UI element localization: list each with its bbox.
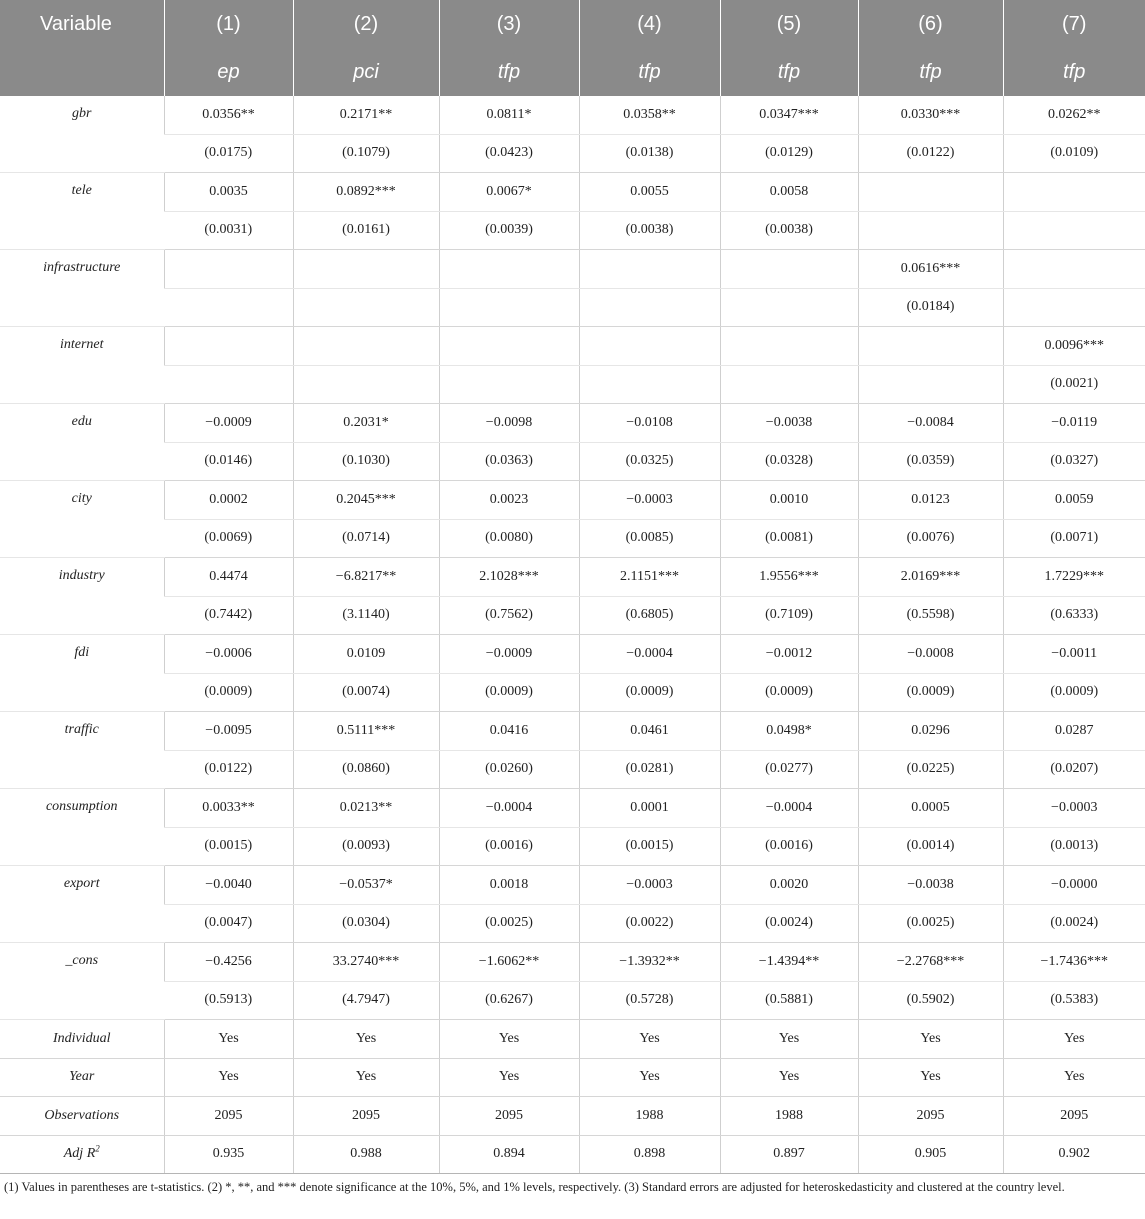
coefficient-row xyxy=(0,327,1145,366)
standard-error-row xyxy=(0,519,1145,558)
header-row-dependent xyxy=(0,48,1145,96)
superscript: 2 xyxy=(95,1143,100,1154)
coefficient-cell: 0.0033** xyxy=(164,789,293,828)
standard-error-cell: (0.7442) xyxy=(164,596,293,635)
standard-error-cell: (0.0009) xyxy=(439,673,579,712)
footer-value-cell: 0.902 xyxy=(1003,1135,1145,1174)
standard-error-cell: (0.0109) xyxy=(1003,134,1145,173)
variable-name: tele xyxy=(0,173,164,250)
standard-error-cell: (0.0423) xyxy=(439,134,579,173)
coefficient-cell: 2.0169*** xyxy=(858,558,1003,597)
variable-name: traffic xyxy=(0,712,164,789)
footer-value-cell: 2095 xyxy=(439,1097,579,1136)
coefficient-cell: −0.0003 xyxy=(1003,789,1145,828)
coefficient-cell: −0.0012 xyxy=(720,635,858,674)
coefficient-cell: −0.0038 xyxy=(858,866,1003,905)
coefficient-cell: −0.0119 xyxy=(1003,404,1145,443)
coefficient-cell xyxy=(439,250,579,289)
footer-value-cell: Yes xyxy=(858,1020,1003,1059)
standard-error-cell xyxy=(439,365,579,404)
variable-name: export xyxy=(0,866,164,943)
standard-error-cell: (0.5881) xyxy=(720,981,858,1020)
standard-error-row xyxy=(0,904,1145,943)
coefficient-cell xyxy=(439,327,579,366)
standard-error-cell: (0.0129) xyxy=(720,134,858,173)
footer-value-cell: Yes xyxy=(1003,1058,1145,1097)
standard-error-cell: (0.0074) xyxy=(293,673,439,712)
coefficient-cell: 0.0058 xyxy=(720,173,858,212)
standard-error-cell xyxy=(1003,211,1145,250)
coefficient-cell xyxy=(720,327,858,366)
footer-label-text: Adj R xyxy=(63,1146,96,1162)
variable-name: _cons xyxy=(0,943,164,1020)
standard-error-cell: (0.1079) xyxy=(293,134,439,173)
variable-header: Variable xyxy=(0,0,164,48)
coefficient-cell: 0.0059 xyxy=(1003,481,1145,520)
coefficient-cell xyxy=(164,250,293,289)
coefficient-cell: 0.0616*** xyxy=(858,250,1003,289)
standard-error-row xyxy=(0,365,1145,404)
standard-error-cell: (0.0122) xyxy=(858,134,1003,173)
coefficient-cell: 33.2740*** xyxy=(293,943,439,982)
standard-error-cell: (0.0138) xyxy=(579,134,720,173)
standard-error-row xyxy=(0,981,1145,1020)
standard-error-cell: (0.0260) xyxy=(439,750,579,789)
coefficient-cell: 2.1151*** xyxy=(579,558,720,597)
coefficient-cell: 0.0096*** xyxy=(1003,327,1145,366)
coefficient-cell xyxy=(720,250,858,289)
standard-error-cell: (0.0016) xyxy=(720,827,858,866)
footer-value-cell: 2095 xyxy=(1003,1097,1145,1136)
footer-row xyxy=(0,1097,1145,1136)
standard-error-cell: (0.0085) xyxy=(579,519,720,558)
coefficient-row xyxy=(0,789,1145,828)
coefficient-cell xyxy=(858,173,1003,212)
coefficient-cell: 0.2045*** xyxy=(293,481,439,520)
standard-error-cell: (0.0069) xyxy=(164,519,293,558)
footer-value-cell: Yes xyxy=(439,1058,579,1097)
standard-error-cell: (0.0325) xyxy=(579,442,720,481)
coefficient-cell xyxy=(1003,250,1145,289)
standard-error-cell xyxy=(164,365,293,404)
coefficient-cell: −1.7436*** xyxy=(1003,943,1145,982)
coefficient-cell: −0.0011 xyxy=(1003,635,1145,674)
standard-error-cell: (0.0024) xyxy=(1003,904,1145,943)
footer-value-cell: 0.897 xyxy=(720,1135,858,1174)
coefficient-cell: 0.0023 xyxy=(439,481,579,520)
standard-error-cell: (3.1140) xyxy=(293,596,439,635)
footer-value-cell: Yes xyxy=(293,1020,439,1059)
footer-value-cell: 2095 xyxy=(164,1097,293,1136)
header-blank xyxy=(0,48,164,96)
coefficient-cell: 0.0002 xyxy=(164,481,293,520)
standard-error-cell xyxy=(293,365,439,404)
coefficient-cell: 0.0347*** xyxy=(720,96,858,134)
standard-error-cell: (0.0076) xyxy=(858,519,1003,558)
standard-error-cell xyxy=(579,365,720,404)
standard-error-cell xyxy=(439,288,579,327)
standard-error-cell xyxy=(1003,288,1145,327)
coefficient-cell: 0.0416 xyxy=(439,712,579,751)
coefficient-cell xyxy=(1003,173,1145,212)
standard-error-cell: (0.0860) xyxy=(293,750,439,789)
coefficient-cell: 0.0018 xyxy=(439,866,579,905)
standard-error-cell: (4.7947) xyxy=(293,981,439,1020)
coefficient-cell: 0.0262** xyxy=(1003,96,1145,134)
coefficient-cell: 0.0005 xyxy=(858,789,1003,828)
coefficient-cell: 0.0330*** xyxy=(858,96,1003,134)
standard-error-cell xyxy=(164,288,293,327)
standard-error-cell: (0.1030) xyxy=(293,442,439,481)
dependent-var-2: pci xyxy=(293,48,439,96)
standard-error-row xyxy=(0,673,1145,712)
footer-value-cell: Yes xyxy=(164,1020,293,1059)
standard-error-row xyxy=(0,750,1145,789)
footer-row xyxy=(0,1135,1145,1174)
standard-error-cell: (0.5728) xyxy=(579,981,720,1020)
coefficient-cell: −0.0000 xyxy=(1003,866,1145,905)
standard-error-cell: (0.0009) xyxy=(579,673,720,712)
standard-error-cell: (0.0328) xyxy=(720,442,858,481)
column-header-3: (3) xyxy=(439,0,579,48)
column-header-1: (1) xyxy=(164,0,293,48)
coefficient-row xyxy=(0,173,1145,212)
coefficient-cell: 0.5111*** xyxy=(293,712,439,751)
dependent-var-6: tfp xyxy=(858,48,1003,96)
footer-value-cell: Yes xyxy=(579,1020,720,1059)
standard-error-cell: (0.0714) xyxy=(293,519,439,558)
standard-error-cell: (0.0025) xyxy=(858,904,1003,943)
standard-error-cell: (0.5598) xyxy=(858,596,1003,635)
footer-row-label xyxy=(0,1097,164,1136)
coefficient-cell: 0.4474 xyxy=(164,558,293,597)
standard-error-cell: (0.0304) xyxy=(293,904,439,943)
variable-name: internet xyxy=(0,327,164,404)
coefficient-cell: 1.9556*** xyxy=(720,558,858,597)
standard-error-row xyxy=(0,211,1145,250)
standard-error-cell: (0.0038) xyxy=(579,211,720,250)
coefficient-cell: 0.0358** xyxy=(579,96,720,134)
coefficient-cell: 0.0461 xyxy=(579,712,720,751)
standard-error-cell: (0.0013) xyxy=(1003,827,1145,866)
standard-error-cell: (0.0014) xyxy=(858,827,1003,866)
standard-error-cell: (0.0359) xyxy=(858,442,1003,481)
coefficient-cell: −0.0095 xyxy=(164,712,293,751)
table-notes: (1) Values in parentheses are t-statistics. (2) *, **, and *** denote significance at the 10%, 5%, and 1% levels, respectively. (3) Standard errors are adjusted for heteroskedasticity and clustered at the country level. xyxy=(4,1180,1065,1194)
standard-error-cell: (0.0093) xyxy=(293,827,439,866)
standard-error-cell: (0.6267) xyxy=(439,981,579,1020)
footer-label-text: Individual xyxy=(52,1030,111,1046)
footer-row xyxy=(0,1020,1145,1059)
footer-value-cell: 0.898 xyxy=(579,1135,720,1174)
standard-error-cell: (0.0009) xyxy=(720,673,858,712)
standard-error-cell: (0.0039) xyxy=(439,211,579,250)
coefficient-cell: 2.1028*** xyxy=(439,558,579,597)
standard-error-cell: (0.0363) xyxy=(439,442,579,481)
coefficient-row xyxy=(0,712,1145,751)
footer-value-cell: 0.905 xyxy=(858,1135,1003,1174)
variable-name: city xyxy=(0,481,164,558)
coefficient-row xyxy=(0,481,1145,520)
coefficient-cell xyxy=(858,327,1003,366)
coefficient-cell: −0.0108 xyxy=(579,404,720,443)
standard-error-cell xyxy=(858,211,1003,250)
standard-error-cell xyxy=(579,288,720,327)
standard-error-cell: (0.0146) xyxy=(164,442,293,481)
coefficient-cell: 0.0055 xyxy=(579,173,720,212)
standard-error-cell: (0.5383) xyxy=(1003,981,1145,1020)
column-header-5: (5) xyxy=(720,0,858,48)
standard-error-cell: (0.0277) xyxy=(720,750,858,789)
coefficient-row xyxy=(0,250,1145,289)
dependent-var-5: tfp xyxy=(720,48,858,96)
standard-error-row xyxy=(0,596,1145,635)
footer-row-label xyxy=(0,1058,164,1097)
dependent-var-7: tfp xyxy=(1003,48,1145,96)
coefficient-cell: −0.0038 xyxy=(720,404,858,443)
coefficient-cell: −0.0009 xyxy=(164,404,293,443)
coefficient-cell: −0.0004 xyxy=(579,635,720,674)
standard-error-row xyxy=(0,827,1145,866)
standard-error-cell: (0.5913) xyxy=(164,981,293,1020)
footer-row-label xyxy=(0,1135,164,1174)
standard-error-cell: (0.0225) xyxy=(858,750,1003,789)
standard-error-cell: (0.0025) xyxy=(439,904,579,943)
coefficient-cell: −2.2768*** xyxy=(858,943,1003,982)
footer-value-cell: Yes xyxy=(858,1058,1003,1097)
column-header-6: (6) xyxy=(858,0,1003,48)
footer-value-cell: Yes xyxy=(164,1058,293,1097)
footer-value-cell: Yes xyxy=(720,1020,858,1059)
variable-name: infrastructure xyxy=(0,250,164,327)
coefficient-cell: 0.0123 xyxy=(858,481,1003,520)
coefficient-row xyxy=(0,943,1145,982)
standard-error-row xyxy=(0,134,1145,173)
coefficient-row xyxy=(0,96,1145,134)
coefficient-cell: 0.0296 xyxy=(858,712,1003,751)
standard-error-cell: (0.0047) xyxy=(164,904,293,943)
standard-error-cell: (0.0024) xyxy=(720,904,858,943)
standard-error-cell: (0.6333) xyxy=(1003,596,1145,635)
standard-error-cell: (0.0016) xyxy=(439,827,579,866)
standard-error-cell: (0.7109) xyxy=(720,596,858,635)
column-header-7: (7) xyxy=(1003,0,1145,48)
coefficient-row xyxy=(0,866,1145,905)
standard-error-cell: (0.0081) xyxy=(720,519,858,558)
column-header-4: (4) xyxy=(579,0,720,48)
footer-value-cell: 0.988 xyxy=(293,1135,439,1174)
variable-name: edu xyxy=(0,404,164,481)
standard-error-cell: (0.0015) xyxy=(579,827,720,866)
standard-error-cell: (0.0071) xyxy=(1003,519,1145,558)
coefficient-cell: 0.0287 xyxy=(1003,712,1145,751)
coefficient-row xyxy=(0,635,1145,674)
standard-error-cell: (0.0327) xyxy=(1003,442,1145,481)
standard-error-cell: (0.0281) xyxy=(579,750,720,789)
standard-error-row xyxy=(0,288,1145,327)
coefficient-cell: −0.0008 xyxy=(858,635,1003,674)
table-body xyxy=(0,96,1145,1174)
header-row-columns xyxy=(0,0,1145,48)
coefficient-cell: −0.0537* xyxy=(293,866,439,905)
footer-value-cell: 1988 xyxy=(720,1097,858,1136)
coefficient-cell: −0.0003 xyxy=(579,866,720,905)
coefficient-cell xyxy=(293,250,439,289)
standard-error-cell: (0.0031) xyxy=(164,211,293,250)
coefficient-cell xyxy=(579,327,720,366)
dependent-var-4: tfp xyxy=(579,48,720,96)
coefficient-cell: −0.0003 xyxy=(579,481,720,520)
standard-error-cell: (0.0009) xyxy=(164,673,293,712)
coefficient-row xyxy=(0,404,1145,443)
coefficient-cell: −0.0004 xyxy=(720,789,858,828)
coefficient-cell: 0.0067* xyxy=(439,173,579,212)
coefficient-cell: −6.8217** xyxy=(293,558,439,597)
footer-value-cell: 1988 xyxy=(579,1097,720,1136)
dependent-var-3: tfp xyxy=(439,48,579,96)
footer-label-text: Observations xyxy=(44,1107,120,1123)
coefficient-cell: −0.0040 xyxy=(164,866,293,905)
coefficient-cell: −0.0084 xyxy=(858,404,1003,443)
standard-error-cell xyxy=(720,288,858,327)
variable-name: gbr xyxy=(0,96,164,173)
coefficient-cell xyxy=(164,327,293,366)
standard-error-cell: (0.0184) xyxy=(858,288,1003,327)
footer-value-cell: Yes xyxy=(439,1020,579,1059)
footer-value-cell: Yes xyxy=(720,1058,858,1097)
footer-value-cell: 0.935 xyxy=(164,1135,293,1174)
coefficient-cell: 0.0035 xyxy=(164,173,293,212)
coefficient-cell: −0.0098 xyxy=(439,404,579,443)
coefficient-cell xyxy=(579,250,720,289)
footer-row xyxy=(0,1058,1145,1097)
coefficient-cell: 0.2171** xyxy=(293,96,439,134)
variable-name: industry xyxy=(0,558,164,635)
coefficient-cell: 0.0892*** xyxy=(293,173,439,212)
coefficient-cell: 0.0213** xyxy=(293,789,439,828)
standard-error-cell: (0.0009) xyxy=(1003,673,1145,712)
coefficient-cell: 0.0010 xyxy=(720,481,858,520)
standard-error-cell: (0.0122) xyxy=(164,750,293,789)
coefficient-cell xyxy=(293,327,439,366)
column-header-2: (2) xyxy=(293,0,439,48)
coefficient-cell: −1.3932** xyxy=(579,943,720,982)
footer-value-cell: 2095 xyxy=(293,1097,439,1136)
standard-error-cell: (0.0207) xyxy=(1003,750,1145,789)
coefficient-cell: −0.0004 xyxy=(439,789,579,828)
coefficient-cell: −1.6062** xyxy=(439,943,579,982)
variable-name: consumption xyxy=(0,789,164,866)
variable-name: fdi xyxy=(0,635,164,712)
footer-value-cell: 2095 xyxy=(858,1097,1003,1136)
coefficient-cell: −0.0006 xyxy=(164,635,293,674)
standard-error-cell xyxy=(720,365,858,404)
standard-error-cell: (0.0022) xyxy=(579,904,720,943)
coefficient-cell: 1.7229*** xyxy=(1003,558,1145,597)
coefficient-cell: 0.0020 xyxy=(720,866,858,905)
footer-value-cell: Yes xyxy=(293,1058,439,1097)
coefficient-cell: 0.0498* xyxy=(720,712,858,751)
standard-error-cell: (0.6805) xyxy=(579,596,720,635)
footer-value-cell: Yes xyxy=(1003,1020,1145,1059)
standard-error-cell: (0.0021) xyxy=(1003,365,1145,404)
coefficient-cell: 0.0001 xyxy=(579,789,720,828)
standard-error-cell: (0.0038) xyxy=(720,211,858,250)
footer-row-label xyxy=(0,1020,164,1059)
standard-error-row xyxy=(0,442,1145,481)
coefficient-cell: 0.2031* xyxy=(293,404,439,443)
table-header xyxy=(0,0,1145,96)
footer-label-text: Year xyxy=(69,1069,95,1085)
footer-value-cell: Yes xyxy=(579,1058,720,1097)
standard-error-cell: (0.0080) xyxy=(439,519,579,558)
dependent-var-1: ep xyxy=(164,48,293,96)
standard-error-cell: (0.0009) xyxy=(858,673,1003,712)
standard-error-cell xyxy=(858,365,1003,404)
standard-error-cell: (0.5902) xyxy=(858,981,1003,1020)
coefficient-cell: −0.0009 xyxy=(439,635,579,674)
standard-error-cell: (0.0161) xyxy=(293,211,439,250)
coefficient-cell: −0.4256 xyxy=(164,943,293,982)
coefficient-cell: 0.0811* xyxy=(439,96,579,134)
coefficient-cell: 0.0356** xyxy=(164,96,293,134)
standard-error-cell xyxy=(293,288,439,327)
coefficient-row xyxy=(0,558,1145,597)
coefficient-cell: 0.0109 xyxy=(293,635,439,674)
standard-error-cell: (0.0015) xyxy=(164,827,293,866)
standard-error-cell: (0.7562) xyxy=(439,596,579,635)
standard-error-cell: (0.0175) xyxy=(164,134,293,173)
coefficient-cell: −1.4394** xyxy=(720,943,858,982)
footer-value-cell: 0.894 xyxy=(439,1135,579,1174)
